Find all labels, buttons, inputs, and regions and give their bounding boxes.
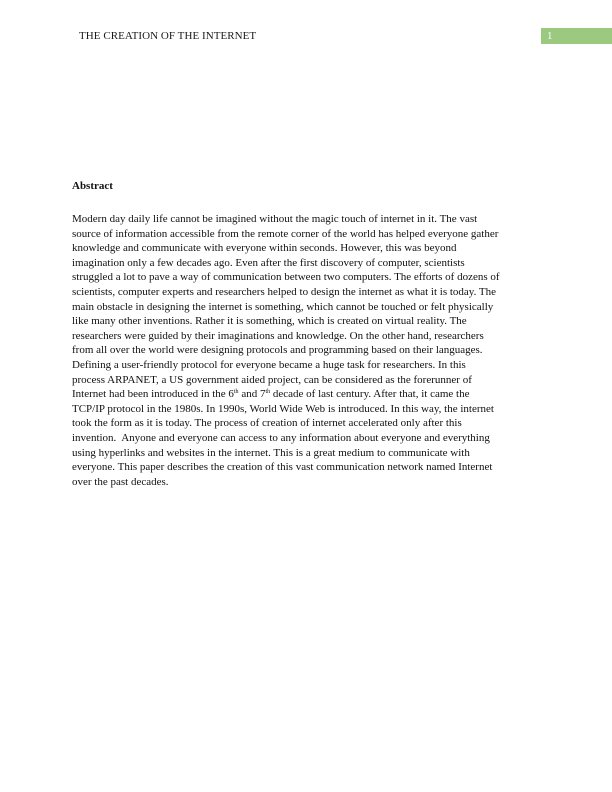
text-fragment: decade of last century. After that, it came the bbox=[270, 388, 470, 401]
abstract-line: invention. Anyone and everyone can access to any information about everyone and everything bbox=[72, 431, 490, 444]
abstract-line: took the form as it is today. The process of creation of internet accelerated only after this bbox=[72, 417, 462, 430]
abstract-line: source of information accessible from the remote corner of the world has helped everyone gather bbox=[72, 227, 499, 240]
page-number: 1 bbox=[547, 30, 553, 42]
abstract-line: TCP/IP protocol in the 1980s. In 1990s, World Wide Web is introduced. In this way, the internet bbox=[72, 402, 494, 415]
abstract-line: over the past decades. bbox=[72, 475, 169, 488]
abstract-body bbox=[72, 212, 542, 489]
abstract-line-with-superscripts bbox=[72, 387, 542, 402]
ordinal-superscript: th bbox=[265, 389, 271, 396]
abstract-line: everyone. This paper describes the creation of this vast communication network named Internet bbox=[72, 461, 493, 474]
abstract-line: from all over the world were designing protocols and programming based on their languages. bbox=[72, 344, 483, 357]
abstract-line: like many other inventions. Rather it is something, which is created on virtual reality. The bbox=[72, 315, 467, 328]
abstract-heading: Abstract bbox=[72, 180, 113, 192]
abstract-line: process ARPANET, a US government aided project, can be considered as the forerunner of bbox=[72, 373, 472, 386]
page-number-box bbox=[541, 28, 612, 44]
abstract-line: Defining a user-friendly protocol for everyone became a huge task for researchers. In this bbox=[72, 358, 466, 371]
abstract-line: using hyperlinks and websites in the internet. This is a great medium to communicate with bbox=[72, 446, 470, 459]
abstract-line: Modern day daily life cannot be imagined without the magic touch of internet in it. The vast bbox=[72, 213, 478, 225]
abstract-line: main obstacle in designing the internet is something, which cannot be touched or felt physically bbox=[72, 300, 494, 313]
abstract-line: scientists, computer experts and researchers helped to design the internet as what it is today. The bbox=[72, 285, 496, 298]
ordinal-superscript: th bbox=[233, 389, 239, 396]
running-head: THE CREATION OF THE INTERNET bbox=[79, 30, 257, 42]
abstract-line: knowledge and communicate with everyone within seconds. However, this was beyond bbox=[72, 242, 457, 255]
abstract-line: struggled a lot to pave a way of communication between two computers. The efforts of dozens of bbox=[72, 271, 500, 284]
abstract-line: imagination only a few decades ago. Even after the first discovery of computer, scientists bbox=[72, 256, 465, 269]
text-fragment: and 7 bbox=[238, 388, 266, 401]
abstract-line: researchers were guided by their imaginations and knowledge. On the other hand, researchers bbox=[72, 329, 484, 342]
text-fragment: Internet had been introduced in the 6 bbox=[72, 388, 234, 401]
